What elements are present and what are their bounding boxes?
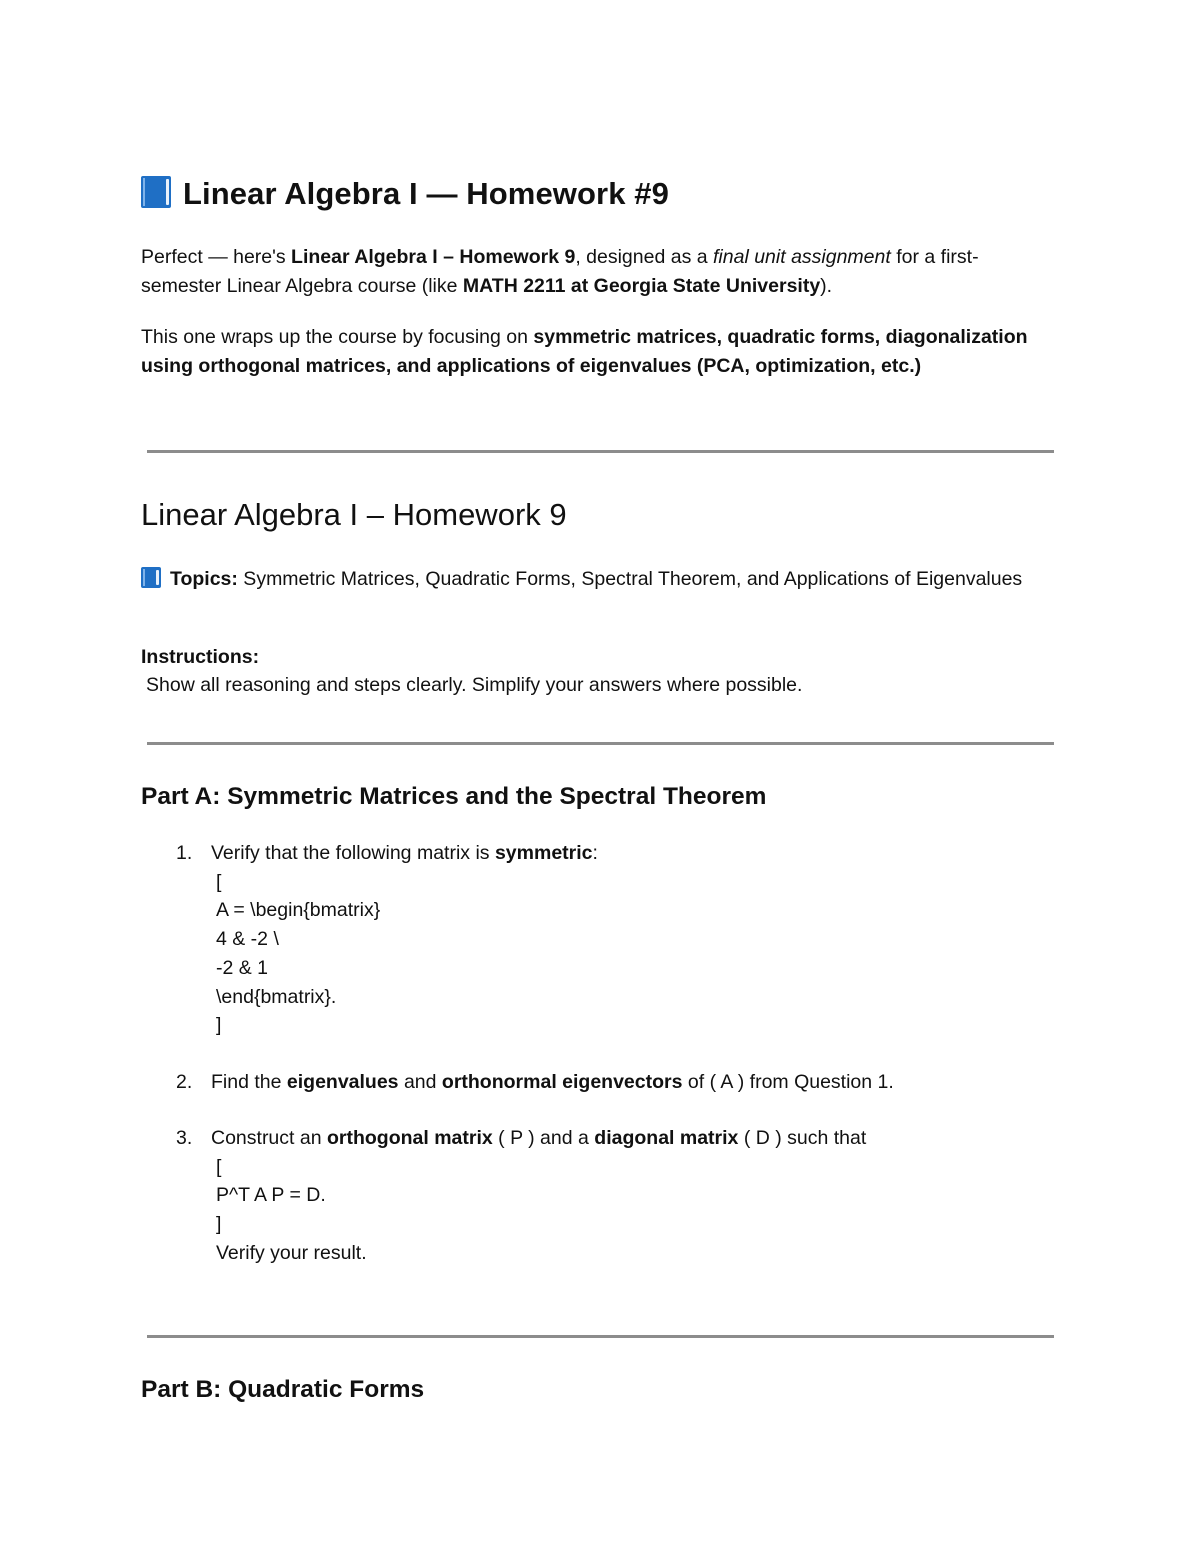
question-number: 1.: [176, 842, 193, 864]
question-3: [141, 1124, 1041, 1268]
horizontal-rule: [147, 742, 1054, 745]
blue-book-icon: [141, 567, 161, 588]
equation-line: P^T A P = D.: [216, 1184, 326, 1207]
intro-text: for a first-semester Linear Algebra course (like: [141, 246, 979, 297]
intro-text: , designed as a: [575, 246, 714, 268]
topics-label: Topics:: [170, 568, 238, 590]
intro-text: ).: [820, 275, 833, 297]
question-text: [211, 1068, 1041, 1097]
question-text-part: :: [592, 842, 598, 864]
equation-line: [: [216, 1155, 222, 1178]
matrix-line: 4 & -2 \: [216, 928, 279, 951]
intro-bold-course: MATH 2211 at Georgia State University: [462, 275, 821, 297]
intro-text: This one wraps up the course by focusing on: [141, 326, 534, 348]
question-text: [211, 1124, 1041, 1153]
intro-text: Perfect — here's: [141, 246, 292, 268]
section-title: Linear Algebra I – Homework 9: [141, 497, 567, 532]
intro-paragraph-2: [141, 323, 1041, 381]
horizontal-rule: [147, 450, 1054, 453]
intro-paragraph-1: [141, 243, 1041, 301]
question-text-part: ( P ) and a: [492, 1127, 595, 1149]
question-number: 3.: [176, 1127, 193, 1149]
question-text-part: Verify that the following matrix is: [211, 842, 495, 864]
question-text: [211, 839, 1041, 868]
matrix-line: A = \begin{bmatrix}: [216, 899, 381, 922]
topics-line: [141, 565, 1041, 594]
question-bold-term: orthonormal eigenvectors: [441, 1071, 683, 1093]
matrix-line: -2 & 1: [216, 956, 269, 979]
part-b-title: Part B: Quadratic Forms: [141, 1376, 425, 1403]
equation-line: Verify your result.: [216, 1241, 367, 1264]
question-number: 2.: [176, 1071, 193, 1093]
instructions-label: Instructions:: [141, 646, 260, 668]
question-text-part: and: [398, 1071, 442, 1093]
blue-book-icon: [141, 176, 171, 208]
matrix-line: ]: [216, 1014, 222, 1037]
instructions-text: Show all reasoning and steps clearly. Simplify your answers where possible.: [146, 674, 803, 696]
matrix-line: \end{bmatrix}.: [216, 985, 337, 1008]
question-text-part: Construct an: [211, 1127, 327, 1149]
intro-bold-focus: symmetric matrices, quadratic forms, diagonalization using orthogonal matrices, and applications of eigenvalues (PCA, optimization, etc.): [141, 326, 1028, 377]
question-text-part: of ( A ) from Question 1.: [682, 1071, 894, 1093]
horizontal-rule: [147, 1335, 1054, 1338]
intro-bold-title: Linear Algebra I – Homework 9: [291, 246, 576, 268]
question-1: [141, 839, 1041, 1040]
intro-italic-text: final unit assignment: [713, 246, 891, 268]
document-title-text: Linear Algebra I — Homework #9: [183, 176, 669, 211]
question-bold-term: symmetric: [494, 842, 593, 864]
question-text-part: ( D ) such that: [738, 1127, 867, 1149]
equation-line: ]: [216, 1213, 222, 1236]
part-a-title: Part A: Symmetric Matrices and the Spectral Theorem: [141, 783, 767, 810]
question-bold-term: orthogonal matrix: [326, 1127, 493, 1149]
document-title: [141, 176, 669, 212]
question-2: [141, 1068, 1041, 1097]
question-bold-term: diagonal matrix: [594, 1127, 739, 1149]
question-text-part: Find the: [211, 1071, 287, 1093]
matrix-line: [: [216, 870, 222, 893]
question-bold-term: eigenvalues: [286, 1071, 399, 1093]
topics-text: Symmetric Matrices, Quadratic Forms, Spectral Theorem, and Applications of Eigenvalues: [237, 568, 1023, 590]
